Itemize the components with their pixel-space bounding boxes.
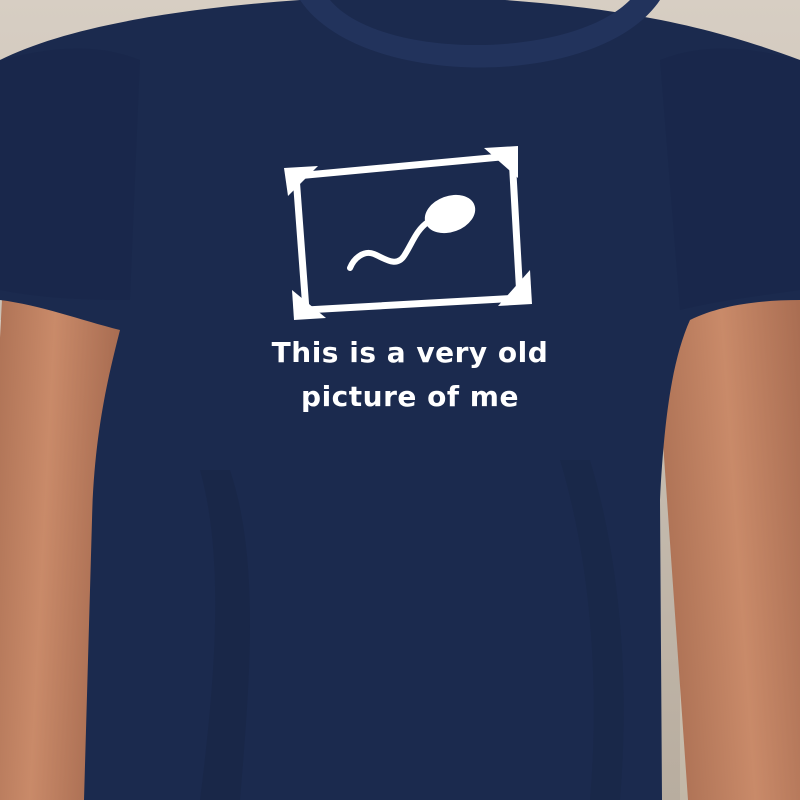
sperm-icon bbox=[350, 188, 481, 268]
caption-line-1: This is a very old bbox=[271, 336, 549, 369]
caption-line-2: picture of me bbox=[301, 380, 519, 413]
photo-frame-icon bbox=[284, 146, 532, 320]
